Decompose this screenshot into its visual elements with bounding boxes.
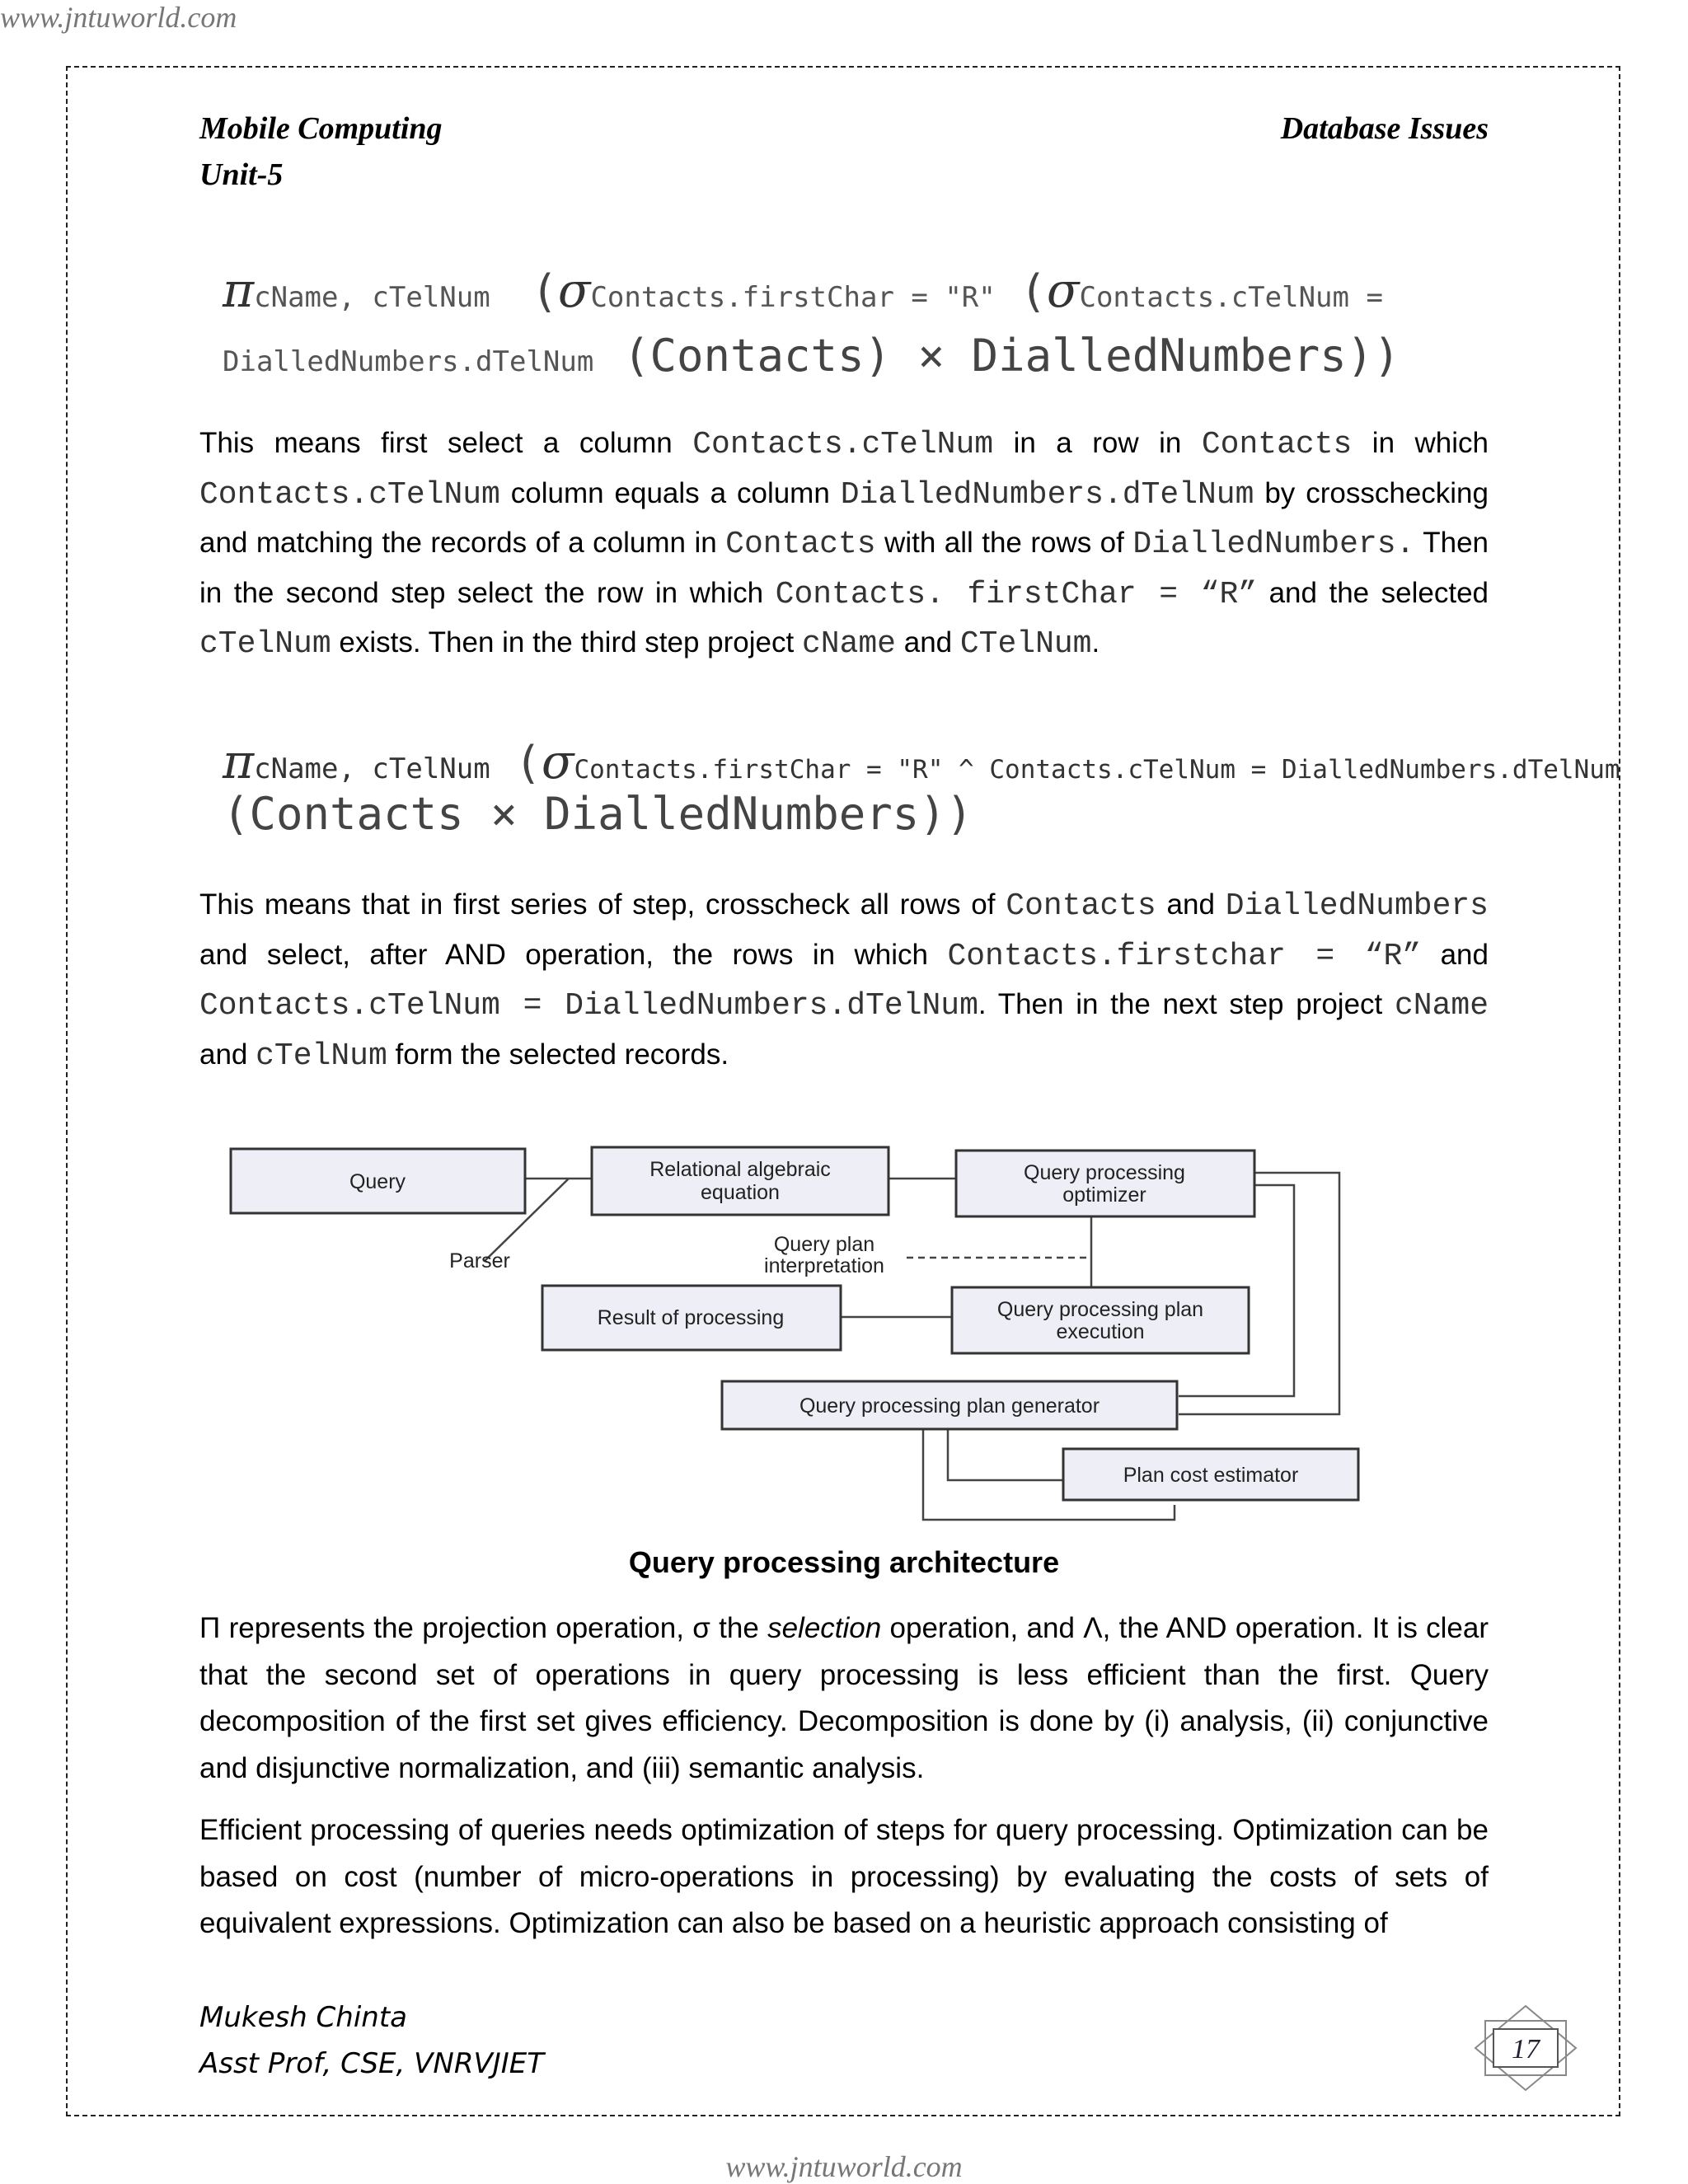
sigma-subscript-continued: DialledNumbers.dTelNum — [223, 345, 594, 378]
text: This means first select a column — [199, 427, 693, 459]
code: cTelNum — [199, 626, 331, 662]
text: exists. Then in the third step project — [331, 626, 802, 658]
text: form the selected records. — [387, 1038, 729, 1071]
plan-generator-label: Query processing plan generator — [799, 1394, 1100, 1418]
formula-tail: (Contacts × DialledNumbers)) — [223, 788, 973, 840]
code: Contacts.cTelNum = DialledNumbers.dTelNum — [199, 988, 978, 1024]
pi-symbol: π — [223, 262, 255, 318]
code: DialledNumbers. — [1132, 527, 1415, 562]
paragraph-4: Efficient processing of queries needs optimization of steps for query processing. Optimization can be based on cost (number of micro-operations in processing) by evaluating the costs of sets of equivalent expressions. Optimization can also be based on a heuristic approach consisting of — [199, 1814, 1489, 1939]
formula-2-line-2 — [223, 788, 973, 840]
interpretation-label-1: Query plan — [773, 1233, 875, 1256]
text: Then in the second step select the row in which — [199, 527, 1489, 609]
execution-label-2: execution — [1056, 1320, 1145, 1343]
text: . — [1091, 626, 1100, 658]
text: in a row in — [993, 427, 1202, 459]
code: Contacts. firstChar = “R” — [775, 576, 1258, 612]
text: operation, and Λ, the AND operation. It is clear that the second set of operations in query processing is less efficient than the first. Query decomposition of the first set gives efficiency. Decomposition is done by (i) analysis, (ii) conjunctive and disjunctive normalization, and (iii) semantic analysis. — [199, 1612, 1489, 1784]
formula-2-line-1 — [223, 733, 1620, 790]
text: and — [199, 1038, 256, 1071]
sigma-subscript: Contacts.firstChar = "R" ^ Contacts.cTelNum = DialledNumbers.dTelNum — [574, 755, 1620, 785]
connector-line — [948, 1424, 1063, 1480]
query-processing-diagram — [223, 1136, 1376, 1531]
text: Π represents the projection operation, σ the — [199, 1612, 768, 1644]
sigma-symbol: σ — [541, 733, 574, 790]
header-topic: Database Issues — [1280, 111, 1489, 146]
text: and — [896, 626, 960, 658]
text: . Then in the next step project — [978, 988, 1395, 1020]
query-label: Query — [349, 1170, 406, 1193]
text: This means that in first series of step, crosscheck all rows of — [199, 888, 1006, 921]
text: and — [1156, 888, 1226, 921]
header-left — [199, 105, 443, 198]
text: and select, after AND operation, the rows in which — [199, 938, 948, 971]
page-number-badge — [1472, 2003, 1579, 2093]
paragraph-3 — [199, 1605, 1489, 1792]
sigma-symbol: σ — [1046, 262, 1080, 318]
cost-estimator-label: Plan cost estimator — [1123, 1464, 1299, 1487]
result-label: Result of processing — [597, 1306, 785, 1329]
sigma-subscript: Contacts.cTelNum = — [1079, 281, 1383, 314]
text: and — [1421, 938, 1489, 971]
author-signature — [199, 1994, 544, 2087]
code: cTelNum — [256, 1038, 387, 1074]
optimizer-label-1: Query processing — [1024, 1161, 1185, 1184]
formula-1-line-1 — [223, 262, 1383, 318]
code: CTelNum — [959, 626, 1092, 662]
pi-subscript: cName, cTelNum — [254, 281, 490, 314]
formula-1-line-2 — [223, 330, 1400, 382]
text: column equals a column — [499, 476, 841, 509]
author-name: Mukesh Chinta — [199, 2001, 408, 2034]
text: with all the rows of — [875, 527, 1133, 559]
sigma-subscript: Contacts.firstChar = "R" — [590, 281, 996, 314]
course-title: Mobile Computing — [199, 111, 443, 146]
paren: ( — [1020, 265, 1047, 317]
code: Contacts — [725, 527, 876, 562]
execution-label-1: Query processing plan — [996, 1298, 1204, 1321]
relational-label-2: equation — [701, 1181, 780, 1204]
emphasis: selection — [767, 1612, 882, 1644]
code: Contacts — [1201, 427, 1353, 462]
code: DialledNumbers.dTelNum — [840, 476, 1254, 513]
code: Contacts.cTelNum — [199, 476, 500, 513]
paren: ( — [531, 265, 558, 317]
sigma-symbol: σ — [557, 262, 591, 318]
pi-subscript: cName, cTelNum — [254, 752, 490, 785]
watermark-top: www.jntuworld.com — [0, 1, 237, 34]
code: Contacts.cTelNum — [692, 427, 994, 462]
unit-label: Unit-5 — [199, 157, 284, 192]
code: Contacts — [1006, 888, 1156, 924]
paragraph-2 — [199, 881, 1489, 1080]
watermark-bottom: www.jntuworld.com — [725, 2150, 963, 2183]
parser-label: Parser — [449, 1249, 510, 1272]
code: DialledNumbers — [1225, 888, 1489, 924]
text: in which — [1352, 427, 1489, 459]
figure-caption: Query processing architecture — [628, 1545, 1060, 1579]
code: Contacts.firstchar = “R” — [947, 938, 1422, 974]
optimizer-label-2: optimizer — [1062, 1183, 1146, 1207]
author-role: Asst Prof, CSE, VNRVJIET — [199, 2047, 545, 2080]
text: and the selected — [1257, 576, 1489, 609]
relational-label-1: Relational algebraic — [649, 1158, 831, 1181]
paragraph-1 — [199, 419, 1489, 669]
text: by crosschecking and matching the records of a column in — [199, 476, 1489, 559]
page-number: 17 — [1512, 2034, 1540, 2064]
paren: ( — [514, 737, 542, 789]
code: cName — [801, 626, 896, 662]
code: cName — [1394, 988, 1489, 1024]
formula-tail: (Contacts) × DialledNumbers)) — [622, 330, 1400, 382]
interpretation-label-2: interpretation — [764, 1254, 884, 1277]
pi-symbol: π — [223, 733, 255, 790]
